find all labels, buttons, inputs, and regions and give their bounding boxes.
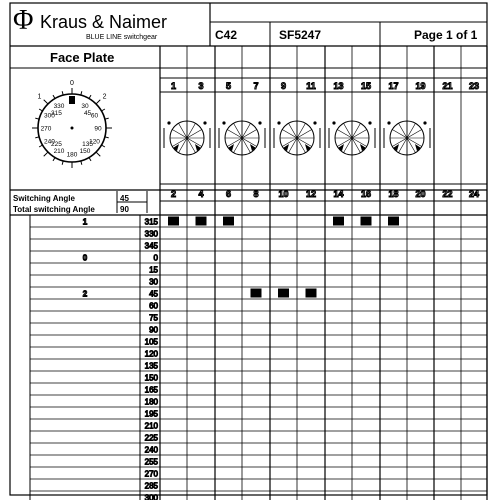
- contact-point: [387, 121, 390, 124]
- dial-tick: [53, 157, 55, 160]
- brand-tagline: BLUE LINE switchgear: [86, 34, 158, 41]
- contact-point: [277, 121, 280, 124]
- closed-contact-mark: [306, 289, 317, 298]
- terminal-bottom-label: 16: [360, 189, 372, 199]
- terminal-top-label: 23: [468, 81, 480, 91]
- closed-contact-mark: [361, 217, 372, 226]
- dial-degree-label: 330: [53, 102, 65, 110]
- terminal-bottom-label: 10: [278, 189, 289, 199]
- closed-contact-mark: [223, 217, 234, 226]
- terminal-top-label: 19: [415, 81, 426, 91]
- dial-degree-label: 90: [94, 125, 102, 133]
- contact-wedge: [173, 144, 179, 151]
- terminal-top-label: 17: [388, 81, 399, 91]
- terminal-bottom-label: 22: [442, 189, 453, 199]
- dial-tick: [39, 145, 42, 147]
- dial-pointer: [69, 96, 75, 104]
- position-angle: 165: [144, 385, 158, 395]
- contact-point: [167, 121, 170, 124]
- face-plate-title: Face Plate: [50, 50, 115, 65]
- dial-tick: [89, 95, 91, 98]
- closed-contact-mark: [168, 217, 179, 226]
- terminal-top-label: 7: [253, 81, 259, 91]
- contact-wedge: [415, 144, 421, 151]
- series-code: C42: [215, 28, 238, 42]
- terminal-bottom-label: 8: [253, 189, 259, 199]
- contact-wedge: [338, 144, 344, 151]
- dial-position-number: 0: [70, 80, 74, 87]
- terminal-top-label: 3: [198, 81, 204, 91]
- dial-tick: [101, 109, 104, 111]
- terminal-top-label: 11: [306, 81, 316, 91]
- switching-angle-value: 45: [120, 194, 129, 203]
- terminal-top-label: 13: [333, 81, 344, 91]
- terminal-top-label: 21: [442, 81, 453, 91]
- position-angle: 60: [149, 301, 158, 311]
- outer-frame: [10, 3, 487, 495]
- contact-wedge: [283, 144, 289, 151]
- terminal-bottom-label: 14: [333, 189, 344, 199]
- contact-point: [423, 121, 426, 124]
- contact-wedge: [360, 144, 366, 151]
- dial-degree-label: 120: [89, 138, 100, 146]
- total-switching-angle-label: Total switching Angle: [13, 205, 95, 214]
- closed-contact-mark: [388, 217, 399, 226]
- switching-angle-label: Switching Angle: [13, 194, 75, 203]
- position-angle: 135: [144, 361, 158, 371]
- terminal-bottom-label: 6: [225, 189, 232, 199]
- contact-wedge: [305, 144, 311, 151]
- closed-contact-mark: [278, 289, 289, 298]
- dial-tick: [39, 109, 42, 111]
- position-angle: 255: [144, 457, 158, 467]
- position-angle: 285: [144, 481, 158, 491]
- contact-point: [332, 121, 335, 124]
- terminal-bottom-label: 12: [305, 189, 317, 199]
- position-angle: 330: [144, 229, 158, 239]
- dial-tick: [89, 157, 91, 160]
- dial-position-number: 1: [37, 93, 42, 101]
- position-angle: 210: [144, 421, 158, 431]
- terminal-bottom-label: 2: [170, 189, 177, 199]
- terminal-top-label: 9: [280, 81, 287, 91]
- contact-point: [222, 121, 225, 124]
- terminal-top-label: 5: [225, 81, 232, 91]
- dial-degree-label: 45: [83, 109, 92, 117]
- part-number: SF5247: [279, 28, 322, 42]
- position-angle: 315: [144, 217, 158, 227]
- dial-tick: [44, 152, 48, 156]
- terminal-bottom-label: 20: [415, 189, 426, 199]
- brand-name: Kraus & Naimer: [40, 12, 168, 32]
- position-angle: 120: [144, 349, 158, 359]
- dial-degree-label: 225: [51, 141, 62, 149]
- terminal-bottom-label: 18: [388, 189, 399, 199]
- position-angle: 225: [144, 433, 158, 443]
- position-angle: 75: [149, 313, 158, 323]
- face-plate-dial: [32, 80, 112, 168]
- position-label: 2: [82, 289, 88, 299]
- position-angle: 240: [144, 445, 158, 455]
- position-angle: 300: [144, 493, 158, 500]
- dial-degree-label: 240: [44, 138, 55, 146]
- closed-contact-mark: [196, 217, 207, 226]
- position-angle: 45: [149, 289, 158, 299]
- terminal-top-label: 15: [360, 81, 372, 91]
- dial-degree-label: 300: [44, 112, 55, 120]
- position-angle: 30: [149, 277, 158, 287]
- terminal-top-label: 1: [170, 81, 177, 91]
- contact-point: [203, 121, 206, 124]
- dial-degree-label: 210: [53, 148, 65, 156]
- dial-degree-label: 60: [90, 112, 99, 120]
- contact-wedge: [228, 144, 234, 151]
- position-angle: 345: [144, 241, 158, 251]
- dial-tick: [96, 152, 100, 156]
- contact-wedge: [195, 144, 201, 151]
- page-indicator: Page 1 of 1: [414, 28, 478, 42]
- brand-logo-icon: Φ: [13, 5, 34, 36]
- contact-symbols: [164, 121, 430, 155]
- dial-degree-label: 135: [82, 141, 93, 149]
- contact-wedge: [393, 144, 399, 151]
- closed-contact-marks: [168, 217, 399, 298]
- dial-degree-label: 30: [81, 102, 89, 110]
- position-angle: 90: [149, 325, 158, 335]
- dial-position-number: 2: [102, 93, 107, 101]
- position-angle: 270: [144, 469, 158, 479]
- dial-degree-label: 270: [40, 125, 52, 133]
- grid-lines: [10, 3, 487, 500]
- dial-tick: [44, 100, 48, 104]
- position-angle: 15: [149, 265, 158, 275]
- dial-degree-label: 315: [51, 109, 62, 117]
- total-switching-angle-value: 90: [120, 205, 129, 214]
- position-angle: 0: [153, 253, 158, 263]
- closed-contact-mark: [251, 289, 262, 298]
- terminal-bottom-label: 4: [198, 189, 204, 199]
- position-label: 1: [82, 217, 88, 227]
- contact-point: [368, 121, 371, 124]
- dial-tick: [101, 145, 104, 147]
- position-label: 0: [82, 253, 88, 263]
- position-angle: 105: [144, 337, 158, 347]
- contact-point: [313, 121, 316, 124]
- contact-point: [258, 121, 261, 124]
- dial-center: [71, 127, 74, 130]
- dial-tick: [96, 100, 100, 104]
- position-angle: 195: [144, 409, 158, 419]
- position-angle: 180: [144, 397, 158, 407]
- position-angle: 150: [144, 373, 158, 383]
- closed-contact-mark: [333, 217, 344, 226]
- contact-wedge: [250, 144, 256, 151]
- dial-degree-label: 180: [66, 151, 78, 159]
- dial-tick: [53, 95, 55, 98]
- terminal-bottom-label: 24: [468, 189, 480, 199]
- dial-degree-label: 150: [79, 148, 91, 156]
